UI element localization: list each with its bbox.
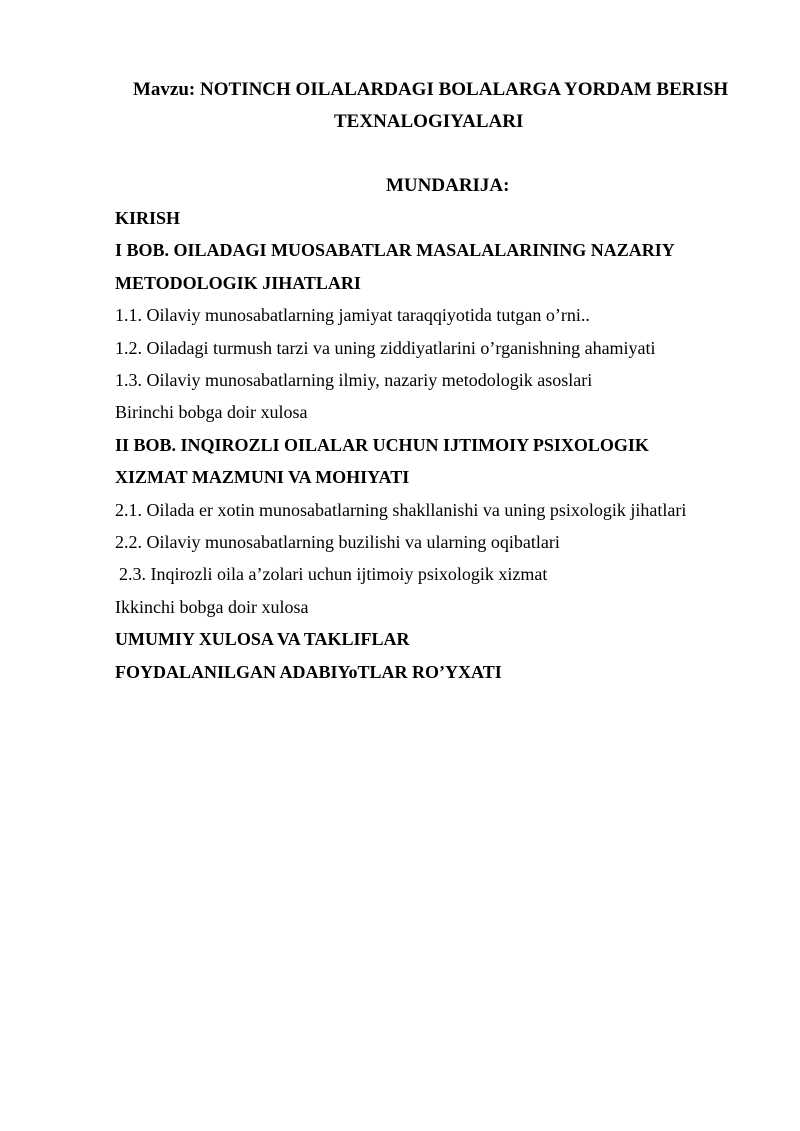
title-prefix: Mavzu: <box>133 79 196 100</box>
toc-item-references: FOYDALANILGAN ADABIYoTLAR RO’YXATI <box>115 661 502 682</box>
toc-item-section-1-2: 1.2. Oiladagi turmush tarzi va uning ziddiyatlarini o’rganishning ahamiyati <box>115 337 656 358</box>
title-text-1: NOTINCH OILALARDAGI BOLALARGA YORDAM BERISH <box>200 79 729 100</box>
toc-item-general-conclusion: UMUMIY XULOSA VA TAKLIFLAR <box>115 629 410 650</box>
document-title <box>0 74 800 138</box>
title-line-1 <box>0 74 800 106</box>
toc-item-section-1-3: 1.3. Oilaviy munosabatlarning ilmiy, nazariy metodologik asoslari <box>115 370 593 391</box>
toc-item-chapter-2-conclusion: Ikkinchi bobga doir xulosa <box>115 596 309 617</box>
title-line-2 <box>0 106 800 138</box>
title-text-2: TEXNALOGIYALARI <box>334 111 524 132</box>
table-of-contents <box>115 202 775 688</box>
toc-item-section-2-3: 2.3. Inqirozli oila a’zolari uchun ijtimoiy psixologik xizmat <box>119 564 548 585</box>
toc-item-chapter-1: I BOB. OILADAGI MUOSABATLAR MASALALARINING NAZARIY <box>115 240 675 261</box>
toc-item-section-2-2: 2.2. Oilaviy munosabatlarning buzilishi va ularning oqibatlari <box>115 532 560 553</box>
toc-item-chapter-2: II BOB. INQIROZLI OILALAR UCHUN IJTIMOIY PSIXOLOGIK <box>115 434 649 455</box>
toc-item-chapter-1-conclusion: Birinchi bobga doir xulosa <box>115 402 308 423</box>
toc-heading: MUNDARIJA: <box>386 175 510 196</box>
toc-item-section-1-1: 1.1. Oilaviy munosabatlarning jamiyat taraqqiyotida tutgan o’rni.. <box>115 305 590 326</box>
toc-item-section-2-1: 2.1. Oilada er xotin munosabatlarning shakllanishi va uning psixologik jihatlari <box>115 499 687 520</box>
toc-item-chapter-1-cont: METODOLOGIK JIHATLARI <box>115 272 361 293</box>
toc-item-intro: KIRISH <box>115 208 181 228</box>
toc-item-chapter-2-cont: XIZMAT MAZMUNI VA MOHIYATI <box>115 467 410 488</box>
